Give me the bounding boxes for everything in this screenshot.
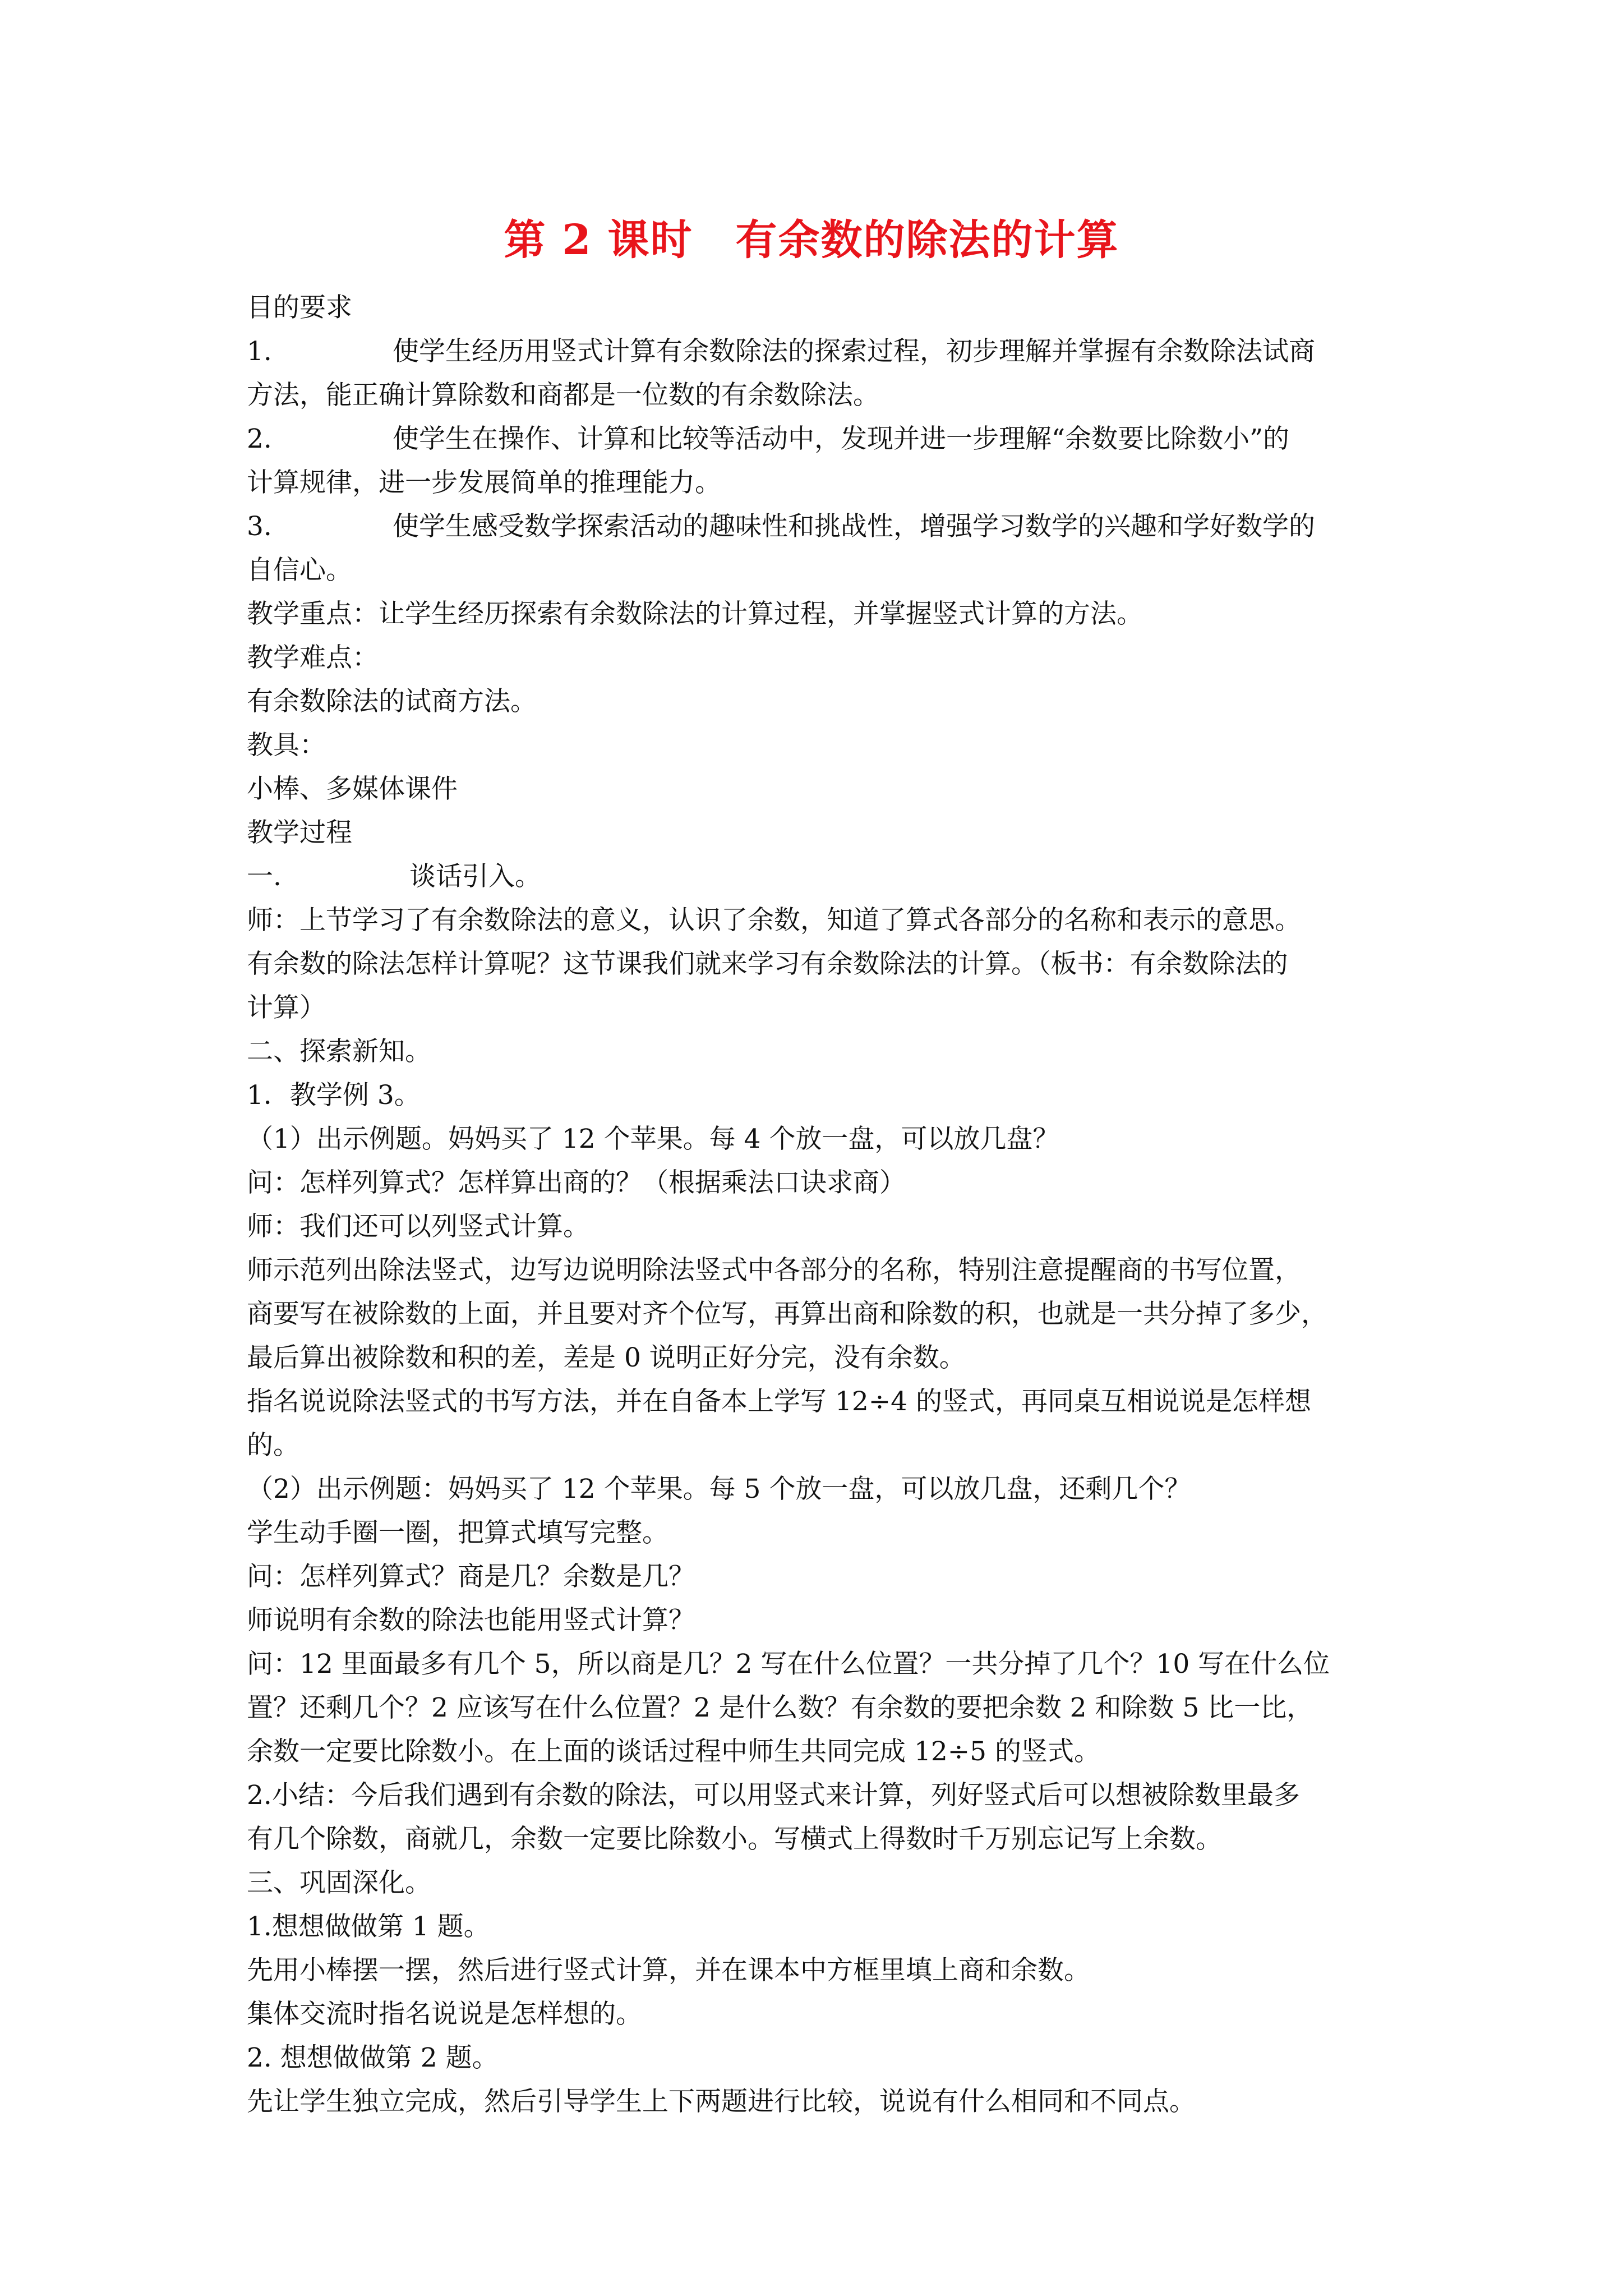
key-point: 教学重点：让学生经历探索有余数除法的计算过程，并掌握竖式计算的方法。 — [247, 599, 1143, 629]
ask-paragraph-line: 余数一定要比除数小。在上面的谈话过程中师生共同完成 12÷5 的竖式。 — [247, 1736, 1100, 1767]
practice-paragraph-line: 的。 — [247, 1430, 299, 1461]
goal-3-continuation: 自信心。 — [247, 555, 352, 586]
example-3-teacher: 师：我们还可以列竖式计算。 — [247, 1211, 589, 1242]
exercise-1-share: 集体交流时指名说说是怎样想的。 — [247, 1999, 642, 2030]
part-1-heading — [247, 855, 1391, 899]
difficulty-text: 有余数除法的试商方法。 — [247, 686, 537, 717]
example-3-question-1: （1）出示例题。妈妈买了 12 个苹果。每 4 个放一盘，可以放几盘？ — [247, 1124, 1059, 1154]
goal-3 — [247, 505, 1391, 549]
explain-line: 师说明有余数的除法也能用竖式计算？ — [247, 1605, 695, 1636]
demo-paragraph-line: 师示范列出除法竖式，边写边说明除法竖式中各部分的名称，特别注意提醒商的书写位置， — [247, 1255, 1301, 1286]
example-3-ask: 问：怎样列算式？怎样算出商的？（根据乘法口诀求商） — [247, 1167, 906, 1198]
part-2-heading: 二、探索新知。 — [247, 1036, 431, 1067]
summary-paragraph-line: 有几个除数，商就几，余数一定要比除数小。写横式上得数时千万别忘记写上余数。 — [247, 1824, 1222, 1855]
example-3-question-2: （2）出示例题：妈妈买了 12 个苹果。每 5 个放一盘，可以放几盘，还剩几个？ — [247, 1474, 1191, 1504]
demo-paragraph-line: 商要写在被除数的上面，并且要对齐个位写，再算出商和除数的积，也就是一共分掉了多少， — [247, 1299, 1327, 1329]
lesson-title: 第 2 课时 有余数的除法的计算 — [504, 216, 1119, 264]
tools-heading: 教具： — [247, 730, 326, 761]
part-3-heading: 三、巩固深化。 — [247, 1867, 431, 1898]
goal-2-text: 使学生在操作、计算和比较等活动中，发现并进一步理解“余数要比除数小”的 — [393, 424, 1290, 454]
goal-3-text: 使学生感受数学探索活动的趣味性和挑战性，增强学习数学的兴趣和学好数学的 — [393, 511, 1315, 542]
demo-paragraph-line: 最后算出被除数和积的差，差是 0 说明正好分完，没有余数。 — [247, 1342, 966, 1373]
intro-paragraph-line: 师：上节学习了有余数除法的意义，认识了余数，知道了算式各部分的名称和表示的意思。 — [247, 905, 1301, 936]
goal-1-text: 使学生经历用竖式计算有余数除法的探索过程，初步理解并掌握有余数除法试商 — [393, 336, 1315, 367]
tools-text: 小棒、多媒体课件 — [247, 774, 458, 804]
exercise-1-text: 先用小棒摆一摆，然后进行竖式计算，并在课本中方框里填上商和余数。 — [247, 1955, 1090, 1986]
goal-2 — [247, 417, 1391, 461]
goal-3-number: 3. — [247, 511, 272, 542]
goal-1 — [247, 330, 1391, 374]
goal-2-continuation: 计算规律，进一步发展简单的推理能力。 — [247, 467, 721, 498]
part-1-title: 谈话引入。 — [409, 861, 541, 892]
practice-paragraph-line: 指名说说除法竖式的书写方法，并在自备本上学写 12÷4 的竖式，再同桌互相说说是怎样想 — [247, 1386, 1311, 1417]
intro-paragraph-line: 有余数的除法怎样计算呢？这节课我们就来学习有余数除法的计算。（板书：有余数除法的 — [247, 949, 1288, 979]
example-3-heading: 1．教学例 3。 — [247, 1080, 421, 1111]
exercise-2-heading: 2. 想想做做第 2 题。 — [247, 2042, 499, 2073]
exercise-1-heading: 1.想想做做第 1 题。 — [247, 1911, 490, 1942]
lesson-body — [247, 286, 1391, 2124]
ask-paragraph-line: 问：12 里面最多有几个 5，所以商是几？2 写在什么位置？一共分掉了几个？10 写在什么位 — [247, 1649, 1330, 1680]
process-heading: 教学过程 — [247, 817, 352, 848]
goal-1-continuation: 方法，能正确计算除数和商都是一位数的有余数除法。 — [247, 380, 879, 411]
ask-paragraph-line: 置？还剩几个？2 应该写在什么位置？2 是什么数？有余数的要把余数 2 和除数 5 比一比， — [247, 1692, 1313, 1723]
ask-line: 问：怎样列算式？商是几？余数是几？ — [247, 1561, 695, 1592]
part-1-number: 一. — [247, 861, 282, 892]
circle-activity: 学生动手圈一圈，把算式填写完整。 — [247, 1517, 668, 1548]
difficulty-heading: 教学难点： — [247, 642, 379, 673]
goal-2-number: 2. — [247, 424, 272, 454]
summary-paragraph-line: 2.小结：今后我们遇到有余数的除法，可以用竖式来计算，列好竖式后可以想被除数里最多 — [247, 1780, 1300, 1811]
goal-1-number: 1. — [247, 336, 272, 367]
goals-heading: 目的要求 — [247, 292, 352, 323]
intro-paragraph-line: 计算） — [247, 992, 326, 1023]
exercise-2-text: 先让学生独立完成，然后引导学生上下两题进行比较，说说有什么相同和不同点。 — [247, 2086, 1196, 2117]
